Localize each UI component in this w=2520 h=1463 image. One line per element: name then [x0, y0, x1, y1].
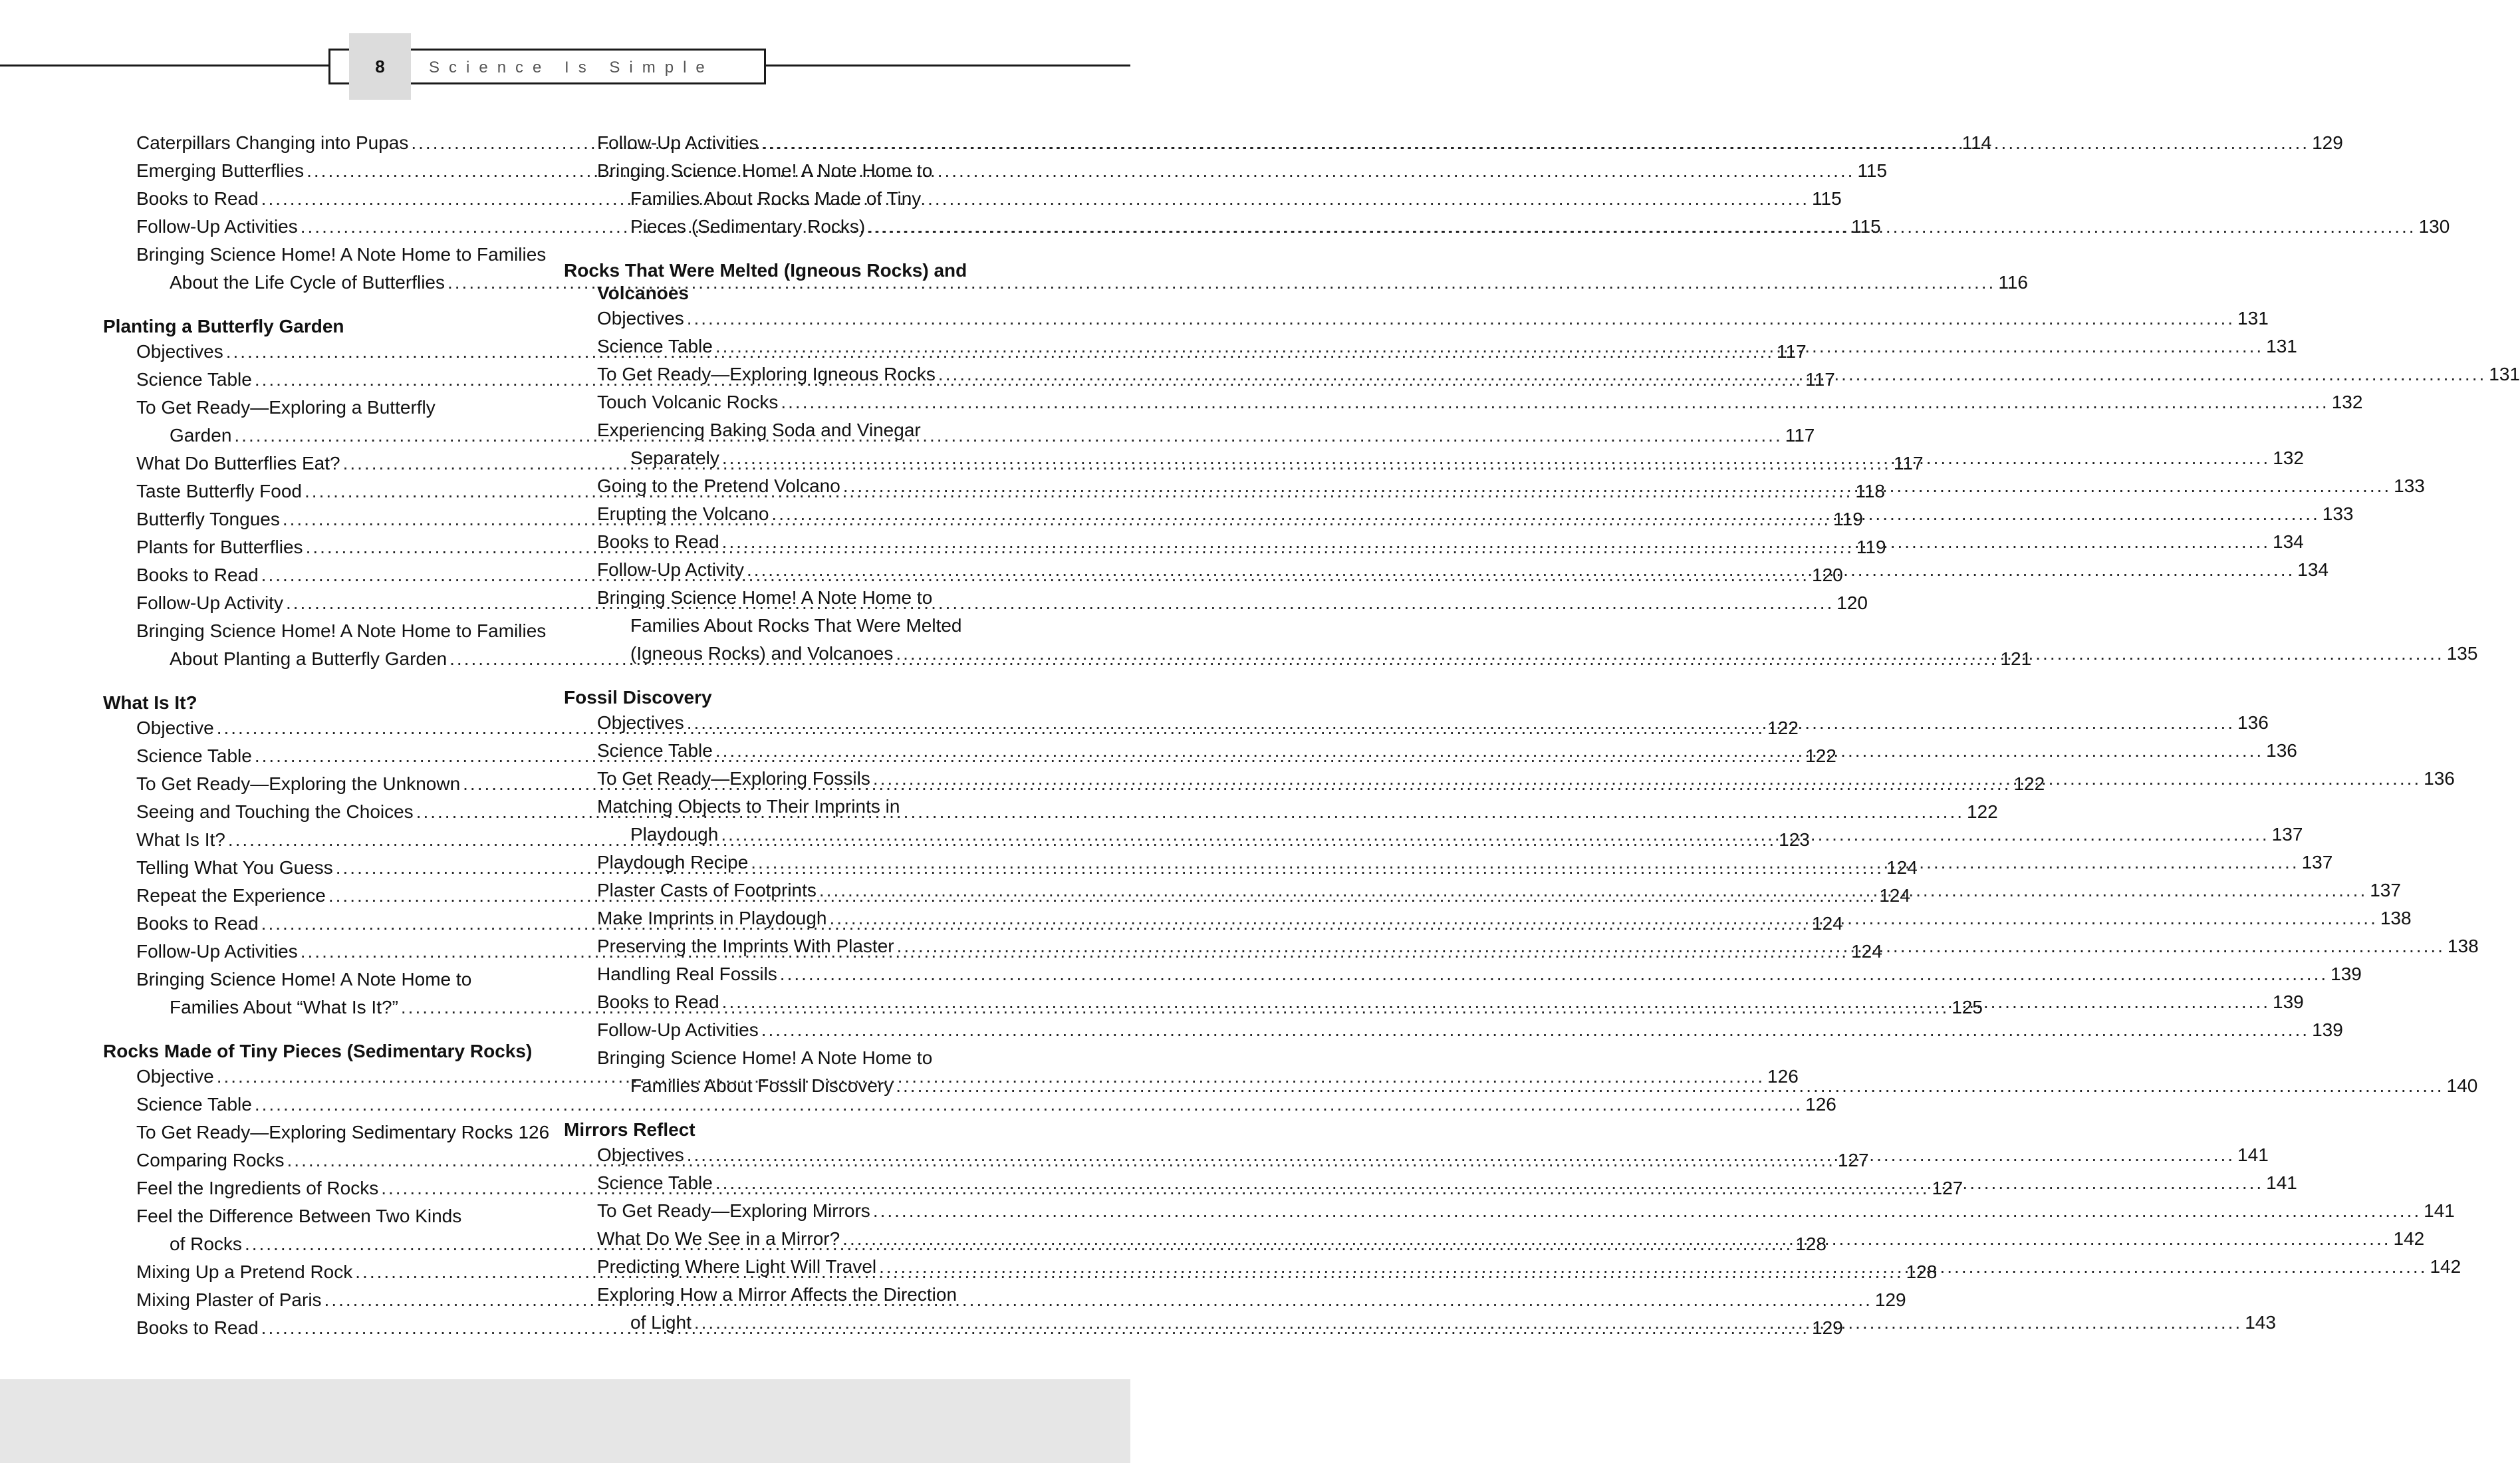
entry-title: Repeat the Experience [136, 885, 326, 906]
entry-title: Going to the Pretend Volcano [597, 475, 840, 496]
page-number-ref: 137 [2271, 824, 2303, 845]
toc-entry[interactable] [564, 1016, 2343, 1044]
page-number-ref: 122 [1805, 745, 1836, 766]
page-number-ref: 117 [1805, 369, 1835, 390]
page-number-ref: 136 [2424, 768, 2455, 789]
section-title [103, 315, 532, 338]
entry-title: To Get Ready—Exploring Fossils [597, 768, 870, 789]
dot-leader [842, 1225, 2390, 1253]
page-number-ref: 129 [2312, 132, 2343, 153]
entry-title: Science Table [136, 745, 252, 766]
page-number-ref: 118 [1855, 481, 1885, 501]
page-number-ref: 115 [1857, 160, 1888, 181]
page-number-ref: 138 [2380, 908, 2412, 928]
dot-leader [687, 1141, 2235, 1169]
page-number-ref: 129 [1812, 1317, 1843, 1338]
dot-leader [896, 1072, 2444, 1100]
dot-leader [873, 765, 2421, 793]
page-number-ref: 127 [1837, 1150, 1869, 1170]
entry-title: Garden [170, 425, 232, 446]
dot-leader [722, 528, 2270, 556]
section-title-text: Fossil Discovery [564, 687, 712, 708]
entry-title: Feel the Ingredients of Rocks [136, 1178, 379, 1198]
page-number-ref: 136 [2266, 740, 2297, 761]
page-number-ref: 117 [1785, 425, 1815, 446]
page-number-ref: 138 [2447, 936, 2479, 956]
entry-title: Butterfly Tongues [136, 509, 280, 529]
header-rule-right [766, 65, 1130, 66]
page-number-ref: 141 [2237, 1144, 2269, 1165]
page-number-ref: 141 [2424, 1200, 2455, 1221]
entry-title: Seeing and Touching the Choices [136, 801, 414, 822]
entry-title: Books to Read [136, 1317, 259, 1338]
dot-leader [897, 932, 2445, 960]
toc-entry[interactable] [103, 1091, 1836, 1119]
entry-title: Predicting Where Light Will Travel [597, 1256, 877, 1277]
dot-leader [715, 1169, 2263, 1197]
dot-leader [830, 904, 2378, 932]
toc-entry[interactable] [564, 305, 2269, 332]
page-number-ref: 124 [1812, 913, 1843, 934]
toc-entry[interactable] [564, 1197, 2455, 1225]
entry-title: Plaster Casts of Footprints [597, 880, 817, 900]
entry-title: Handling Real Fossils [597, 964, 777, 984]
entry-title: Playdough [630, 824, 719, 845]
entry-title: Playdough Recipe [597, 852, 749, 872]
page-number-ref: 121 [2000, 648, 2032, 669]
page-number-ref: 139 [2273, 992, 2304, 1012]
entry-title: Families About Rocks That Were Melted [630, 615, 962, 636]
section-title [564, 259, 993, 305]
page-number-ref: 120 [1812, 565, 1843, 585]
entry-title: Bringing Science Home! A Note Home to [597, 587, 933, 608]
page-number-ref: 135 [2446, 643, 2478, 664]
section-title-text: Planting a Butterfly Garden [103, 316, 344, 336]
page-number-ref: 124 [1886, 857, 1918, 878]
section-title [564, 1119, 993, 1141]
entry-title: Families About Fossil Discovery [630, 1075, 894, 1096]
dot-leader [868, 213, 2416, 241]
dot-leader [761, 129, 2309, 157]
dot-leader [780, 960, 2328, 988]
page-number-ref: 125 [1952, 997, 1983, 1017]
entry-title: Telling What You Guess [136, 857, 333, 878]
entry-title: Emerging Butterflies [136, 160, 305, 181]
page-number-ref: 126 [1805, 1094, 1836, 1115]
toc-entry[interactable] [103, 1119, 550, 1146]
entry-title: Bringing Science Home! A Note Home to [136, 969, 472, 990]
entry-title: Plants for Butterflies [136, 537, 303, 557]
page-number-ref: 132 [2331, 392, 2363, 412]
page-number: 8 [349, 33, 411, 100]
entry-title: Comparing Rocks [136, 1150, 285, 1170]
entry-title: Objective [136, 1066, 214, 1087]
entry-title: of Light [630, 1312, 692, 1333]
section-title [564, 686, 993, 709]
entry-title: Bringing Science Home! A Note Home to Families [136, 620, 547, 641]
entry-title: Feel the Difference Between Two Kinds [136, 1206, 462, 1226]
entry-title: To Get Ready—Exploring Igneous Rocks [597, 364, 936, 384]
page-number-ref: 122 [1767, 718, 1799, 738]
entry-title: Pieces (Sedimentary Rocks) [630, 216, 866, 237]
entry-title: Objectives [597, 308, 684, 329]
page-number-ref: 142 [2430, 1256, 2461, 1277]
entry-title: Science Table [597, 1172, 713, 1193]
entry-title: What Do Butterflies Eat? [136, 453, 340, 473]
entry-title: Exploring How a Mirror Affects the Direction [597, 1284, 957, 1305]
page-number-ref: 123 [1779, 829, 1810, 850]
page-number-ref: 128 [1795, 1234, 1827, 1254]
page-number-ref: 115 [1812, 188, 1842, 209]
running-title: Science Is Simple [429, 59, 714, 76]
entry-title: Books to Read [136, 565, 259, 585]
entry-title: To Get Ready—Exploring Sedimentary Rocks [136, 1122, 513, 1142]
dot-leader [819, 876, 2367, 904]
page-number-ref: 137 [2370, 880, 2401, 900]
entry-title: What Is It? [136, 829, 225, 850]
entry-title: About the Life Cycle of Butterflies [170, 272, 445, 293]
page-number-ref: 124 [1879, 885, 1910, 906]
page-number-ref: 122 [1967, 801, 1998, 822]
section-title-text: Mirrors Reflect [564, 1119, 695, 1140]
section-title-continuation: Volcanoes [597, 283, 689, 303]
toc-entry[interactable] [103, 742, 1836, 770]
page-number-ref: 117 [1893, 453, 1924, 473]
page-number-ref: 116 [1998, 272, 2028, 293]
dot-leader [761, 1016, 2309, 1044]
entry-title: Families About “What Is It?” [170, 997, 398, 1017]
entry-title: Books to Read [597, 992, 719, 1012]
entry-title: Follow-Up Activity [136, 593, 283, 613]
page-number-ref: 136 [2237, 712, 2269, 733]
page-number-ref: 131 [2489, 364, 2520, 384]
entry-title: Mixing Up a Pretend Rock [136, 1262, 353, 1282]
dot-leader [771, 500, 2319, 528]
page-number-ref: 140 [2446, 1075, 2478, 1096]
toc-entry[interactable] [564, 388, 2363, 416]
entry-title: Bringing Science Home! A Note Home to Families [136, 244, 547, 265]
section-title-text: Rocks That Were Melted (Igneous Rocks) and [564, 260, 967, 281]
entry-title: What Do We See in a Mirror? [597, 1228, 840, 1249]
dot-leader [722, 444, 2270, 472]
dot-leader [938, 360, 2486, 388]
page-number-ref: 130 [2418, 216, 2450, 237]
entry-title: Science Table [136, 1094, 252, 1115]
dot-leader [687, 305, 2235, 332]
dot-leader [261, 185, 1809, 213]
header-rule-left [0, 65, 329, 66]
dot-leader [721, 821, 2269, 849]
page-number-ref: 132 [2273, 448, 2304, 468]
entry-title: Touch Volcanic Rocks [597, 392, 779, 412]
entry-title: Follow-Up Activities [136, 216, 298, 237]
entry-title: Books to Read [597, 531, 719, 552]
entry-title: Objectives [136, 341, 223, 362]
entry-title: About Planting a Butterfly Garden [170, 648, 447, 669]
page-number-ref: 137 [2301, 852, 2333, 872]
page-number-ref: 129 [1874, 1289, 1906, 1310]
dot-leader [715, 737, 2263, 765]
dot-leader [694, 1309, 2242, 1337]
entry-title: Objective [136, 718, 214, 738]
page-number-ref: 117 [1777, 341, 1807, 362]
page-number-ref: 133 [2394, 475, 2425, 496]
entry-title: Follow-Up Activity [597, 559, 744, 580]
dot-leader [747, 556, 2295, 584]
entry-title: of Rocks [170, 1234, 242, 1254]
entry-title: Books to Read [136, 188, 259, 209]
page-number-ref: 119 [1856, 537, 1886, 557]
toc-entry[interactable] [564, 960, 2362, 988]
entry-title: Follow-Up Activities [597, 1019, 759, 1040]
entry-title: Mixing Plaster of Paris [136, 1289, 322, 1310]
entry-title: Follow-Up Activities [597, 132, 759, 153]
page-number-ref: 126 [518, 1122, 550, 1142]
dot-leader [722, 988, 2270, 1016]
dot-leader [843, 472, 2391, 500]
page-number-ref: 139 [2312, 1019, 2343, 1040]
page-number-ref: 127 [1932, 1178, 1963, 1198]
entry-title: Books to Read [136, 913, 259, 934]
entry-title: Families About Rocks Made of Tiny [630, 188, 922, 209]
page-number-ref: 133 [2322, 503, 2354, 524]
page-number-ref: 143 [2245, 1312, 2276, 1333]
entry-title: To Get Ready—Exploring the Unknown [136, 773, 461, 794]
page-number-ref: 134 [2273, 531, 2304, 552]
entry-title: Separately [630, 448, 719, 468]
dot-leader [873, 1197, 2421, 1225]
entry-title: Science Table [597, 740, 713, 761]
entry-title: (Igneous Rocks) and Volcanoes [630, 643, 894, 664]
entry-title: Objectives [597, 1144, 684, 1165]
page-number-ref: 128 [1906, 1262, 1938, 1282]
page-number-ref: 142 [2393, 1228, 2425, 1249]
dot-leader [286, 589, 1834, 617]
page-number-ref: 124 [1851, 941, 1882, 962]
entry-title: Taste Butterfly Food [136, 481, 303, 501]
page-number-ref: 131 [2237, 308, 2269, 329]
section-title-text: What Is It? [103, 692, 197, 713]
dot-leader [781, 388, 2329, 416]
page-number-ref: 141 [2266, 1172, 2297, 1193]
entry-title: Caterpillars Changing into Pupas [136, 132, 409, 153]
page-number-ref: 131 [2266, 336, 2297, 356]
page-number-ref: 115 [1851, 216, 1881, 237]
entry-title: Make Imprints in Playdough [597, 908, 827, 928]
entry-title: Science Table [597, 336, 713, 356]
section-title-text: Rocks Made of Tiny Pieces (Sedimentary Rocks) [103, 1041, 533, 1061]
dot-leader [751, 849, 2299, 876]
page-number-ref: 126 [1767, 1066, 1799, 1087]
entry-title: Preserving the Imprints With Plaster [597, 936, 894, 956]
entry-title: Matching Objects to Their Imprints in [597, 796, 900, 817]
dot-leader [879, 1253, 2427, 1281]
section-title [103, 692, 532, 714]
entry-title: Objectives [597, 712, 684, 733]
dot-leader [715, 332, 2263, 360]
entry-title: Science Table [136, 369, 252, 390]
page-number-ref: 120 [1836, 593, 1868, 613]
entry-title: Follow-Up Activities [136, 941, 298, 962]
page-number-ref: 119 [1833, 509, 1863, 529]
footer-band [0, 1379, 1130, 1463]
dot-leader [896, 640, 2444, 668]
section-title [103, 1040, 532, 1063]
entry-title: Erupting the Volcano [597, 503, 769, 524]
entry-title: Bringing Science Home! A Note Home to [597, 160, 933, 181]
page-number-ref: 122 [2013, 773, 2045, 794]
page-number-ref: 114 [1961, 132, 1992, 153]
entry-title: To Get Ready—Exploring a Butterfly [136, 397, 436, 418]
entry-title: To Get Ready—Exploring Mirrors [597, 1200, 870, 1221]
dot-leader [687, 709, 2235, 737]
entry-title: Bringing Science Home! A Note Home to [597, 1047, 933, 1068]
page-number-ref: 139 [2331, 964, 2362, 984]
entry-title: Experiencing Baking Soda and Vinegar [597, 420, 921, 440]
dot-leader [307, 157, 1854, 185]
page-number-ref: 134 [2297, 559, 2329, 580]
